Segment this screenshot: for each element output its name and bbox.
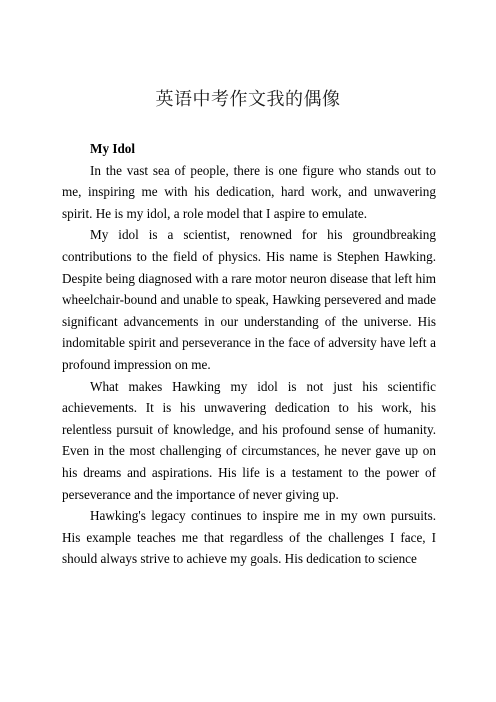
paragraph-2: My idol is a scientist, renowned for his groundbreaking contributions to the field of physics. His name is Stephen Hawking. Despite being diagnosed with a rare motor neuron disease that left him wheelchair-bound and unable to speak, Hawking persevered and made significant advancements in our understanding of the universe. His indomitable spirit and perseverance in the face of adversity have left a profound impression on me. [62, 227, 436, 372]
page-title: 英语中考作文我的偶像 [155, 89, 341, 110]
paragraph-3: What makes Hawking my idol is not just his scientific achievements. It is his unwavering dedication to his work, his relentless pursuit of knowledge, and his profound sense of humanity. Even in the most challenging of circumstances, he never gave up on his dreams and aspirations. His life is a testament to the power of perseverance and the importance of never giving up. [62, 378, 436, 502]
paragraph-4: Hawking's legacy continues to inspire me in my own pursuits. His example teaches me that regardless of the challenges I face, I should always strive to achieve my goals. His dedication to science [62, 508, 436, 567]
paragraph-1: In the vast sea of people, there is one figure who stands out to me, inspiring me with his dedication, hard work, and unwavering spirit. He is my idol, a role model that I aspire to emulate. [62, 162, 436, 221]
essay-heading: My Idol [90, 141, 136, 156]
essay-body [62, 138, 436, 570]
